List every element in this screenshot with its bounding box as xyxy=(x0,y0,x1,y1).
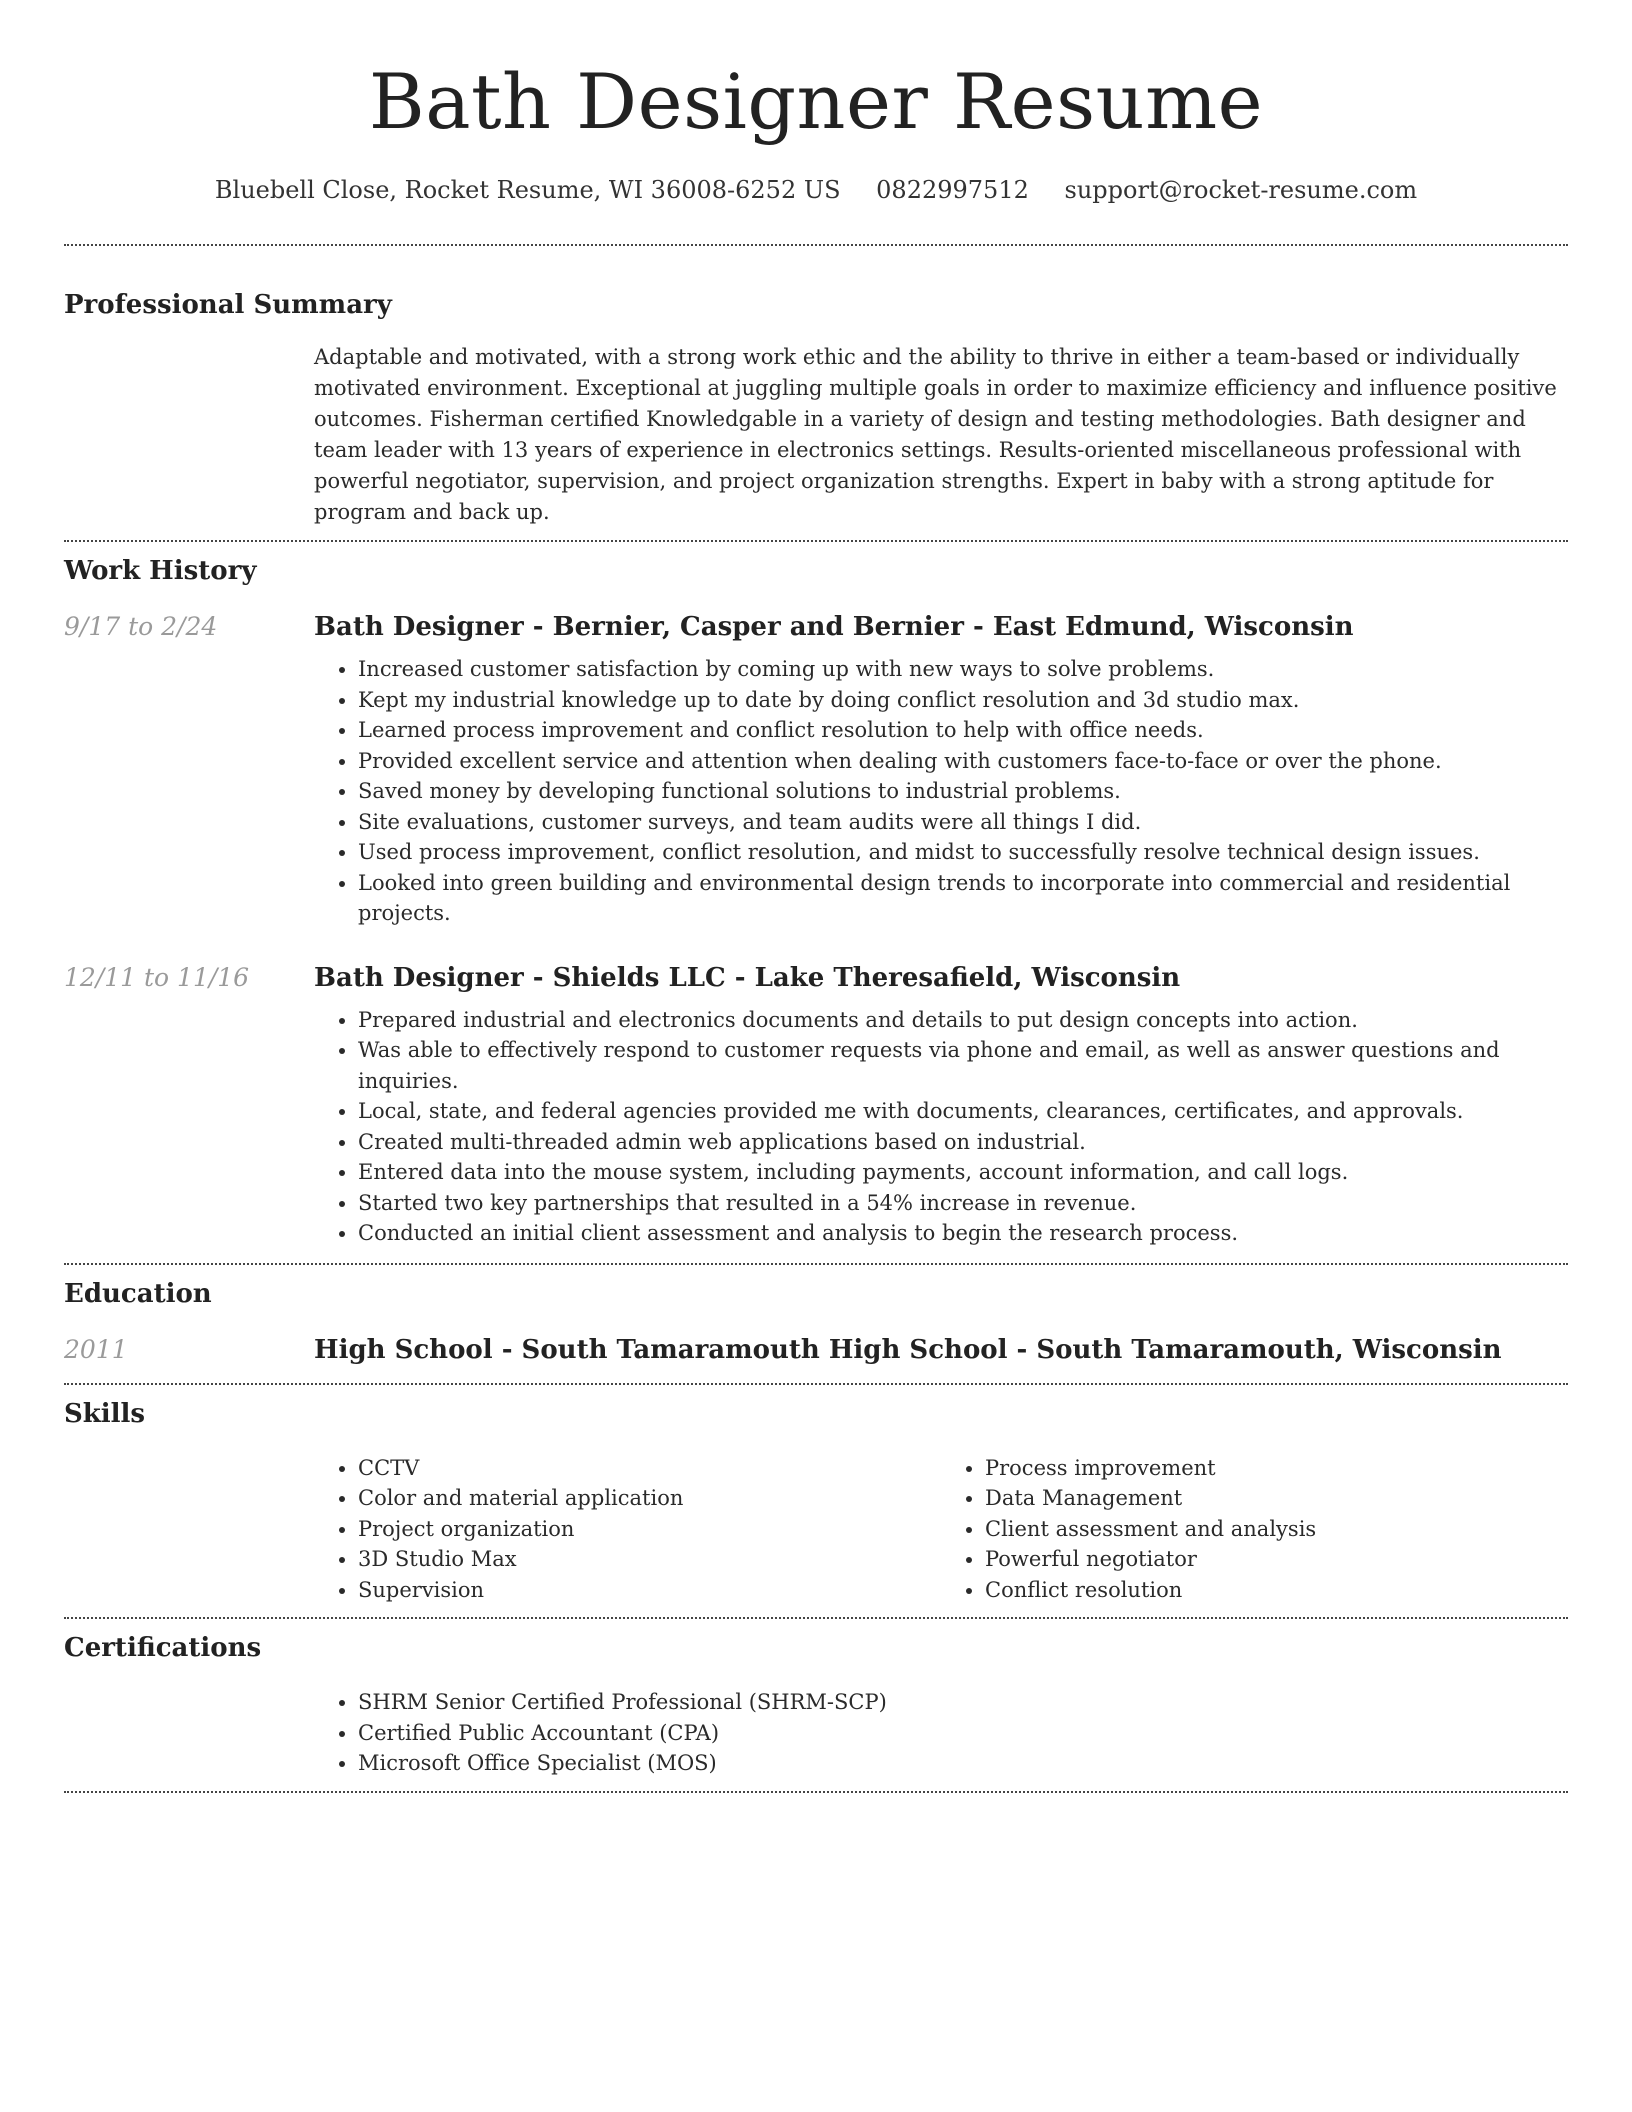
job-title: Bath Designer - Bernier, Casper and Bernier - East Edmund, Wisconsin xyxy=(314,612,1354,642)
education-year: 2011 xyxy=(64,1334,128,1364)
list-item: • Created multi-threaded admin web applications based on industrial. xyxy=(358,1127,1568,1158)
summary-heading: Professional Summary xyxy=(64,290,392,320)
list-item: • Project organization xyxy=(358,1514,941,1545)
resume-title: Bath Designer Resume xyxy=(368,57,1264,146)
list-item: • Powerful negotiator xyxy=(985,1544,1568,1575)
list-item: • SHRM Senior Certified Professional (SHRM-SCP) xyxy=(358,1687,1568,1718)
job-dates: 12/11 to 11/16 xyxy=(64,962,250,992)
list-item: • Entered data into the mouse system, including payments, account information, and call logs. xyxy=(358,1157,1568,1188)
list-item: • Used process improvement, conflict resolution, and midst to successfully resolve technical design issues. xyxy=(358,837,1568,868)
divider xyxy=(64,1617,1568,1619)
list-item: • Color and material application xyxy=(358,1483,941,1514)
divider xyxy=(64,540,1568,542)
job-title: Bath Designer - Shields LLC - Lake Theresafield, Wisconsin xyxy=(314,962,1181,993)
list-item: • Kept my industrial knowledge up to date by doing conflict resolution and 3d studio max. xyxy=(358,685,1568,716)
work-history-section xyxy=(64,554,1568,1249)
job-entry xyxy=(64,610,1568,929)
skills-column-2 xyxy=(941,1453,1568,1606)
list-item: • Client assessment and analysis xyxy=(985,1514,1568,1545)
work-history-heading: Work History xyxy=(64,556,257,586)
contact-phone: 0822997512 xyxy=(876,176,1029,204)
list-item: • Microsoft Office Specialist (MOS) xyxy=(358,1748,1568,1779)
education-details xyxy=(314,1333,1568,1367)
list-item: • Certified Public Accountant (CPA) xyxy=(358,1718,1568,1749)
education-title: High School - South Tamaramouth High School - South Tamaramouth, Wisconsin xyxy=(314,1334,1502,1365)
education-heading: Education xyxy=(64,1278,212,1309)
list-item: • Looked into green building and environmental design trends to incorporate into commercial and residential projects. xyxy=(358,868,1568,929)
skills-grid xyxy=(314,1453,1568,1606)
list-item: • Conflict resolution xyxy=(985,1575,1568,1606)
summary-text: Adaptable and motivated, with a strong work ethic and the ability to thrive in either a team-based or individually motivated environment. Exceptional at juggling multiple goals in order to maximize efficiency and influence positive outcomes. Fisherman certified Knowledgable in a variety of design and testing methodologies. Bath designer and team leader with 13 years of experience in electronics settings. Results-oriented miscellaneous professional with powerful negotiator, supervision, and project organization strengths. Expert in baby with a strong aptitude for program and back up. xyxy=(314,345,1557,524)
list-item: • Started two key partnerships that resulted in a 54% increase in revenue. xyxy=(358,1188,1568,1219)
list-item: • Local, state, and federal agencies provided me with documents, clearances, certificates, and approvals. xyxy=(358,1096,1568,1127)
education-section xyxy=(64,1277,1568,1367)
job-entry xyxy=(64,961,1568,1249)
divider xyxy=(64,1791,1568,1793)
job-details xyxy=(314,610,1568,929)
certifications-heading: Certifications xyxy=(64,1633,262,1663)
skills-heading: Skills xyxy=(64,1398,146,1429)
job-details xyxy=(314,961,1568,1249)
divider xyxy=(64,244,1568,246)
list-item: • Learned process improvement and conflict resolution to help with office needs. xyxy=(358,715,1568,746)
list-item: • Saved money by developing functional solutions to industrial problems. xyxy=(358,776,1568,807)
job-bullets xyxy=(314,1005,1568,1249)
list-item: • Prepared industrial and electronics documents and details to put design concepts into action. xyxy=(358,1005,1568,1036)
certifications-section xyxy=(64,1631,1568,1779)
list-item: • Data Management xyxy=(985,1483,1568,1514)
contact-line xyxy=(64,172,1568,208)
list-item: • Provided excellent service and attention when dealing with customers face-to-face or over the phone. xyxy=(358,746,1568,777)
list-item: • Conducted an initial client assessment and analysis to begin the research process. xyxy=(358,1218,1568,1249)
education-entry xyxy=(64,1333,1568,1367)
summary-section xyxy=(64,288,1568,528)
skills-section xyxy=(64,1397,1568,1606)
list-item: • 3D Studio Max xyxy=(358,1544,941,1575)
divider xyxy=(64,1263,1568,1265)
job-dates: 9/17 to 2/24 xyxy=(64,612,218,641)
list-item: • Increased customer satisfaction by coming up with new ways to solve problems. xyxy=(358,654,1568,685)
list-item: • Site evaluations, customer surveys, and team audits were all things I did. xyxy=(358,807,1568,838)
certifications-list-wrap xyxy=(314,1687,1568,1779)
list-item: • Process improvement xyxy=(985,1453,1568,1484)
contact-email: support@rocket-resume.com xyxy=(1064,176,1418,204)
list-item: • Supervision xyxy=(358,1575,941,1606)
contact-address: Bluebell Close, Rocket Resume, WI 36008-6252 US xyxy=(214,176,841,204)
certifications-list xyxy=(314,1687,1568,1779)
list-item: • Was able to effectively respond to customer requests via phone and email, as well as answer questions and inquiries. xyxy=(358,1035,1568,1096)
list-item: • CCTV xyxy=(358,1453,941,1484)
job-bullets xyxy=(314,654,1568,929)
divider xyxy=(64,1383,1568,1385)
skills-column-1 xyxy=(314,1453,941,1606)
